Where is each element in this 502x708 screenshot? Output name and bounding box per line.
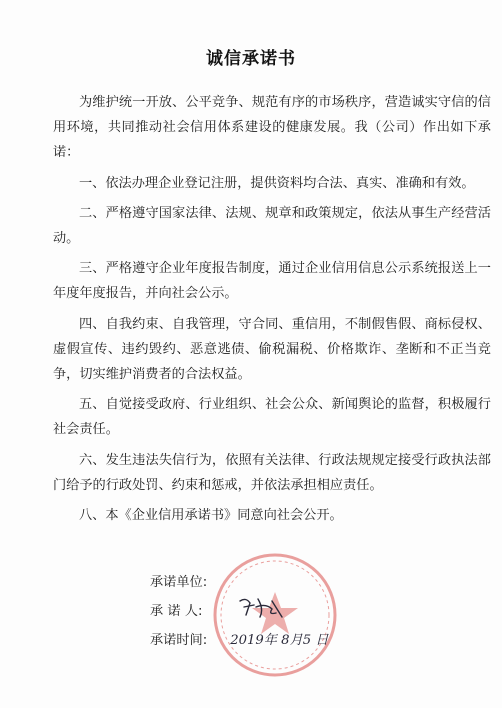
paragraph-item-1: 一、依法办理企业登记注册，提供资料均合法、真实、准确和有效。 <box>79 175 475 191</box>
paragraph-item-6: 六、发生违法失信行为，依照有关法律、行政法规规定接受行政执法部门给予的行政处罚、约束和惩戒，并依法承担相应责任。 <box>53 452 491 493</box>
paragraph-item-4: 四、自我约束、自我管理，守合同、重信用，不制假售假、商标侵权、虚假宣传、违约毁约、恶意逃债、偷税漏税、价格欺诈、垄断和不正当竞争，切实维护消费者的合法权益。 <box>53 316 491 383</box>
person-label: 承 诺 人: <box>150 604 203 619</box>
paragraph-item-8: 八、本《企业信用承诺书》同意向社会公开。 <box>79 508 343 524</box>
signature-person-row <box>150 597 450 626</box>
signature-block <box>150 568 450 655</box>
unit-label: 承诺单位: <box>150 575 208 590</box>
document-body <box>53 90 491 533</box>
document-title: 诚信承诺书 <box>206 49 296 69</box>
date-label: 承诺时间: <box>150 633 208 648</box>
signature-date-row <box>150 626 450 655</box>
signature-unit-row <box>150 568 450 597</box>
handwritten-signature-icon <box>236 595 288 621</box>
paragraph-item-2: 二、严格遵守国家法律、法规、规章和政策规定，依法从事生产经营活动。 <box>53 205 491 247</box>
paragraph-intro: 为维护统一开放、公平竞争、规范有序的市场秩序，营造诚实守信的信用环境，共同推动社会信用体系建设的健康发展。我（公司）作出如下承诺： <box>53 95 491 161</box>
signed-date: 2019年 8月5 日 <box>230 633 329 648</box>
paragraph-item-3: 三、严格遵守企业年度报告制度，通过企业信用信息公示系统报送上一年度年度报告，并向社会公示。 <box>53 261 491 302</box>
paragraph-item-5: 五、自觉接受政府、行业组织、社会公众、新闻舆论的监督，积极履行社会责任。 <box>53 397 491 438</box>
